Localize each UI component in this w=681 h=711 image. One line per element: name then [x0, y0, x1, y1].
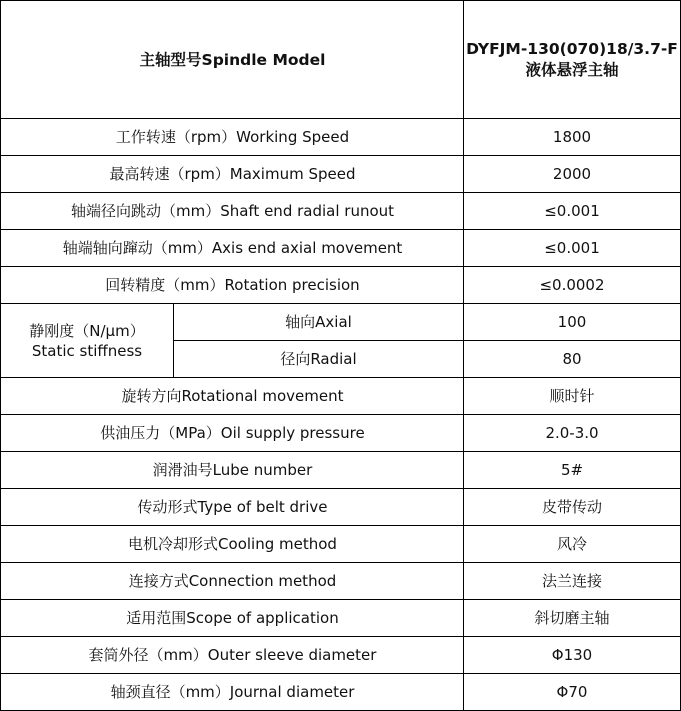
row-label: 工作转速（rpm）Working Speed	[115, 128, 350, 147]
row-divider	[1, 303, 680, 304]
model-type: 液体悬浮主轴	[525, 61, 619, 79]
row-divider	[1, 192, 680, 193]
stiffness-label-en: Static stiffness	[31, 342, 143, 360]
row-label: 旋转方向Rotational movement	[121, 387, 344, 406]
row-divider	[1, 562, 680, 563]
row-divider	[1, 451, 680, 452]
row-label: 回转精度（mm）Rotation precision	[105, 276, 360, 295]
row-value: 皮带传动	[541, 498, 602, 517]
header-model	[464, 1, 680, 119]
row-label: 轴颈直径（mm）Journal diameter	[110, 682, 355, 701]
row-divider	[1, 155, 680, 156]
row-value: ≤0.001	[544, 202, 600, 221]
row-divider	[1, 488, 680, 489]
row-label: 套筒外径（mm）Outer sleeve diameter	[88, 646, 377, 665]
row-value: 2000	[552, 165, 592, 184]
row-label: 供油压力（MPa）Oil supply pressure	[100, 424, 365, 443]
row-value: Φ130	[551, 646, 593, 665]
row-value: 2.0-3.0	[545, 424, 599, 443]
row-divider	[1, 599, 680, 600]
row-value: ≤0.0002	[539, 276, 605, 295]
row-divider	[1, 266, 680, 267]
stiffness-radial-label: 径向Radial	[280, 350, 357, 369]
row-label: 轴端轴向蹿动（mm）Axis end axial movement	[62, 239, 403, 258]
row-value: 斜切磨主轴	[534, 609, 610, 628]
header-label: 主轴型号Spindle Model	[139, 50, 326, 69]
row-label: 最高转速（rpm）Maximum Speed	[109, 165, 356, 184]
row-divider	[1, 414, 680, 415]
row-divider	[1, 673, 680, 674]
stiffness-divider	[173, 304, 174, 378]
row-divider	[1, 229, 680, 230]
row-value: 1800	[552, 128, 592, 147]
row-value: 顺时针	[549, 387, 595, 406]
row-label: 润滑油号Lube number	[152, 461, 313, 480]
row-value: ≤0.001	[544, 239, 600, 258]
column-divider	[463, 1, 464, 710]
row-label: 适用范围Scope of application	[126, 609, 339, 628]
row-value: 5#	[560, 461, 584, 480]
row-divider	[1, 118, 680, 119]
row-label: 传动形式Type of belt drive	[137, 498, 328, 517]
row-divider	[1, 636, 680, 637]
row-value: 法兰连接	[541, 572, 602, 591]
model-code: DYFJM-130(070)18/3.7-F	[466, 40, 678, 59]
row-label: 连接方式Connection method	[128, 572, 337, 591]
stiffness-axial-value: 100	[557, 313, 587, 332]
stiffness-axial-label: 轴向Axial	[285, 313, 352, 332]
stiffness-radial-value: 80	[562, 350, 582, 369]
stiffness-label-cn: 静刚度（N/μm）	[29, 321, 145, 340]
row-value: Φ70	[556, 682, 588, 701]
row-label: 电机冷却形式Cooling method	[128, 535, 337, 554]
row-divider	[173, 340, 680, 341]
row-label: 轴端径向跳动（mm）Shaft end radial runout	[70, 202, 395, 221]
row-value: 风冷	[556, 535, 587, 554]
stiffness-label	[1, 304, 173, 378]
row-divider	[1, 525, 680, 526]
row-divider	[1, 377, 680, 378]
